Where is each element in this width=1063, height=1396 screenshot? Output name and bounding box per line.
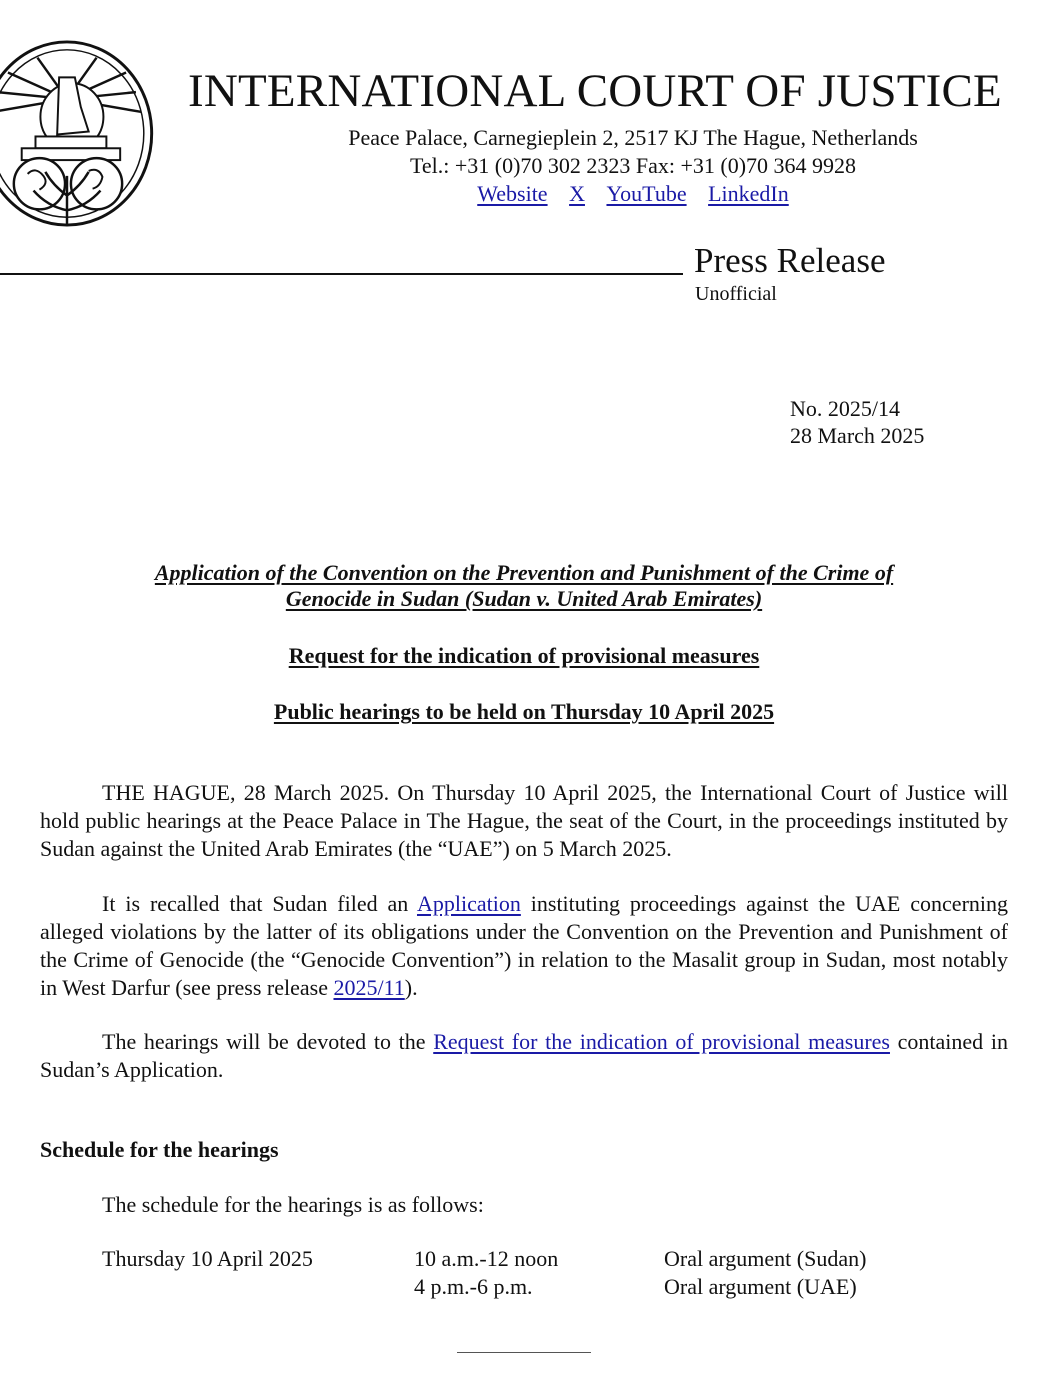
schedule-row-1-event: Oral argument (Sudan) [664,1246,867,1271]
social-links [300,183,966,205]
schedule-row-2-event: Oral argument (UAE) [664,1274,857,1299]
header-divider [0,273,683,275]
youtube-link[interactable]: YouTube [606,181,687,206]
paragraph-2-text-c: ). [404,975,418,1000]
linkedin-link[interactable]: LinkedIn [708,181,789,206]
schedule-intro: The schedule for the hearings is as follows: [102,1192,484,1217]
press-release-label: Press Release [694,241,886,280]
end-divider [457,1352,591,1353]
schedule-row-2-time: 4 p.m.-6 p.m. [414,1274,533,1299]
paragraph-3-text-a: The hearings will be devoted to the [102,1029,434,1054]
schedule-row-1-date: Thursday 10 April 2025 [102,1246,313,1271]
schedule-row-1-time: 10 a.m.-12 noon [414,1246,559,1271]
request-heading [40,643,1008,669]
hearings-heading [40,699,1008,725]
case-title-text: Application of the Convention on the Prevention and Punishment of the Crime of Genocide in Sudan (Sudan v. United Arab Emirates) [154,560,894,611]
court-contact: Tel.: +31 (0)70 302 2323 Fax: +31 (0)70 364 9928 [409,153,857,178]
case-title [110,560,938,612]
release-date: 28 March 2025 [790,423,925,448]
court-address: Peace Palace, Carnegieplein 2, 2517 KJ The Hague, Netherlands [348,125,918,150]
press-release-2025-11-link[interactable]: 2025/11 [333,975,405,1000]
paragraph-1 [40,779,1008,863]
paragraph-1-text: THE HAGUE, 28 March 2025. On Thursday 10 April 2025, the International Court of Justice will hold public hearings at the Peace Palace in The Hague, the seat of the Court, in the proceedings instituted by Sudan against the United Arab Emirates (the “UAE”) on 5 March 2025. [40,780,1008,861]
release-number: No. 2025/14 [790,396,900,421]
paragraph-2 [40,890,1008,1002]
paragraph-2-text-b: instituting proceedings against the UAE concerning alleged violations by the latter of its obligations under the Convention on the Prevention and Punishment of the Crime of Genocide (the “Genocide Convention”) in relation to the Masalit group in Sudan, most notably in West Darfur (see press release [40,891,1009,1000]
paragraph-3-text-b: contained in Sudan’s Application. [40,1029,1008,1082]
court-name: INTERNATIONAL COURT OF JUSTICE [188,65,1002,117]
icj-seal-icon [0,38,156,230]
unofficial-label: Unofficial [695,283,777,305]
website-link[interactable]: Website [477,181,548,206]
application-link[interactable]: Application [416,891,521,916]
provisional-measures-request-link[interactable]: Request for the indication of provisional measures [433,1029,890,1054]
x-link[interactable]: X [569,181,585,206]
paragraph-2-text-a: It is recalled that Sudan filed an [102,891,417,916]
schedule-heading: Schedule for the hearings [40,1137,279,1162]
hearings-heading-text: Public hearings to be held on Thursday 10 April 2025 [273,699,775,724]
request-heading-text: Request for the indication of provisional measures [288,643,760,668]
paragraph-3 [40,1028,1008,1084]
release-meta [790,395,924,449]
